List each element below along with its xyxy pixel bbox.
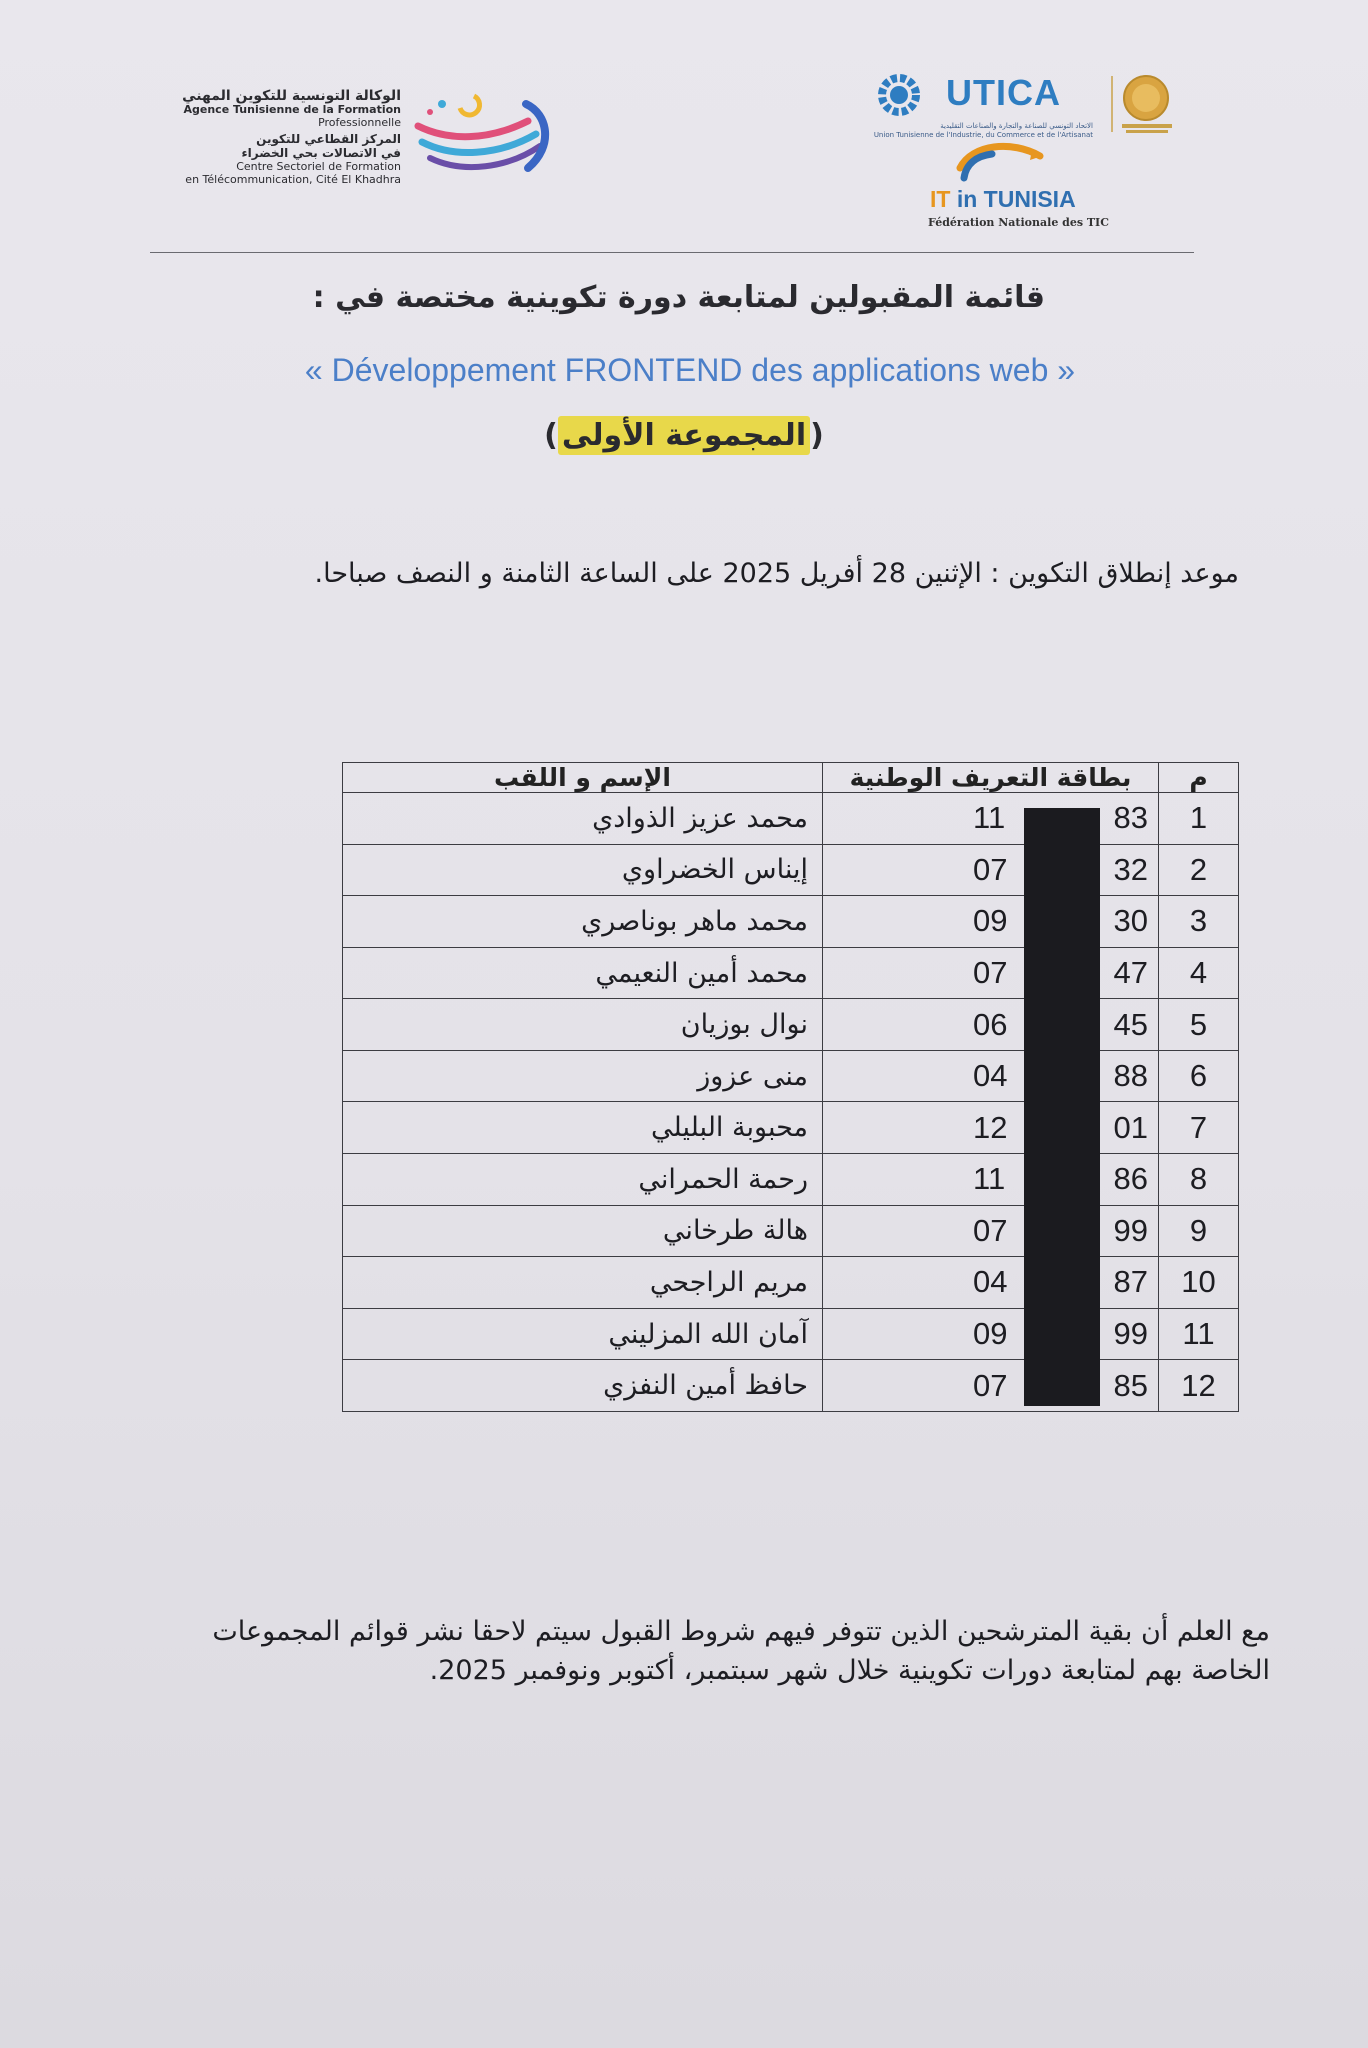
table-row (343, 1102, 1239, 1154)
cin-cell (823, 1360, 1159, 1412)
cin-end-digits: 07 (973, 955, 1008, 991)
trainee-name: نوال بوزيان (343, 999, 823, 1051)
cin-cell (823, 793, 1159, 845)
row-number: 6 (1159, 1050, 1239, 1102)
cin-end-digits: 04 (973, 1058, 1008, 1094)
cin-start-digits: 32 (1113, 851, 1148, 887)
table-row (343, 844, 1239, 896)
cin-cell (823, 1050, 1159, 1102)
it-prefix: IT (930, 186, 951, 212)
table-row (343, 1154, 1239, 1206)
table-row (343, 947, 1239, 999)
cin-cell (823, 896, 1159, 948)
cin-cell (823, 1102, 1159, 1154)
header-name: الإسم و اللقب (343, 763, 823, 793)
training-start-date: موعد إنطلاق التكوين : الإثنين 28 أفريل 2025 على الساعة الثامنة و النصف صباحا. (314, 558, 1239, 589)
row-number: 2 (1159, 844, 1239, 896)
cin-end-digits: 07 (973, 1367, 1008, 1403)
it-in-tunisia-logo (930, 186, 1076, 213)
atfp-name-fr-2: Professionnelle (318, 115, 401, 129)
cin-end-digits: 06 (973, 1006, 1008, 1042)
course-title: « Développement FRONTEND des applications web » (304, 352, 1076, 388)
group-heading (0, 418, 1368, 453)
table-row (343, 1205, 1239, 1257)
cin-cell (823, 947, 1159, 999)
trainee-name: إيناس الخضراوي (343, 844, 823, 896)
cin-end-digits: 11 (973, 800, 1006, 836)
cin-cell (823, 1308, 1159, 1360)
table-row (343, 1360, 1239, 1412)
utica-gear-icon (874, 70, 924, 120)
trainee-name: حافظ أمين النفزي (343, 1360, 823, 1412)
atfp-name-fr-1: Agence Tunisienne de la Formation (183, 103, 401, 117)
group-label (544, 418, 824, 453)
footer-line-2: الخاصة بهم لمتابعة دورات تكوينية خلال شهر سبتمبر، أكتوبر ونوفمبر 2025. (429, 1655, 1270, 1687)
cin-cell (823, 1205, 1159, 1257)
cin-cell (823, 1154, 1159, 1206)
table-row (343, 896, 1239, 948)
cin-end-digits: 09 (973, 1316, 1008, 1352)
cin-end-digits: 07 (973, 851, 1008, 887)
trainee-name: مريم الراجحي (343, 1257, 823, 1309)
cin-start-digits: 87 (1113, 1264, 1148, 1300)
table-row (343, 793, 1239, 845)
federation-label: Fédération Nationale des TIC (928, 216, 1109, 229)
row-number: 11 (1159, 1308, 1239, 1360)
row-number: 10 (1159, 1257, 1239, 1309)
trainee-name: محبوبة البليلي (343, 1102, 823, 1154)
row-number: 5 (1159, 999, 1239, 1051)
cin-start-digits: 85 (1113, 1367, 1148, 1403)
row-number: 12 (1159, 1360, 1239, 1412)
table-header-row (343, 763, 1239, 793)
row-number: 8 (1159, 1154, 1239, 1206)
accepted-list-table (342, 762, 1239, 1412)
cin-cell (823, 1257, 1159, 1309)
row-number: 1 (1159, 793, 1239, 845)
center-name-fr-2: en Télécommunication, Cité El Khadhra (185, 172, 401, 186)
cin-redaction-bar (1024, 808, 1100, 1406)
cin-start-digits: 86 (1113, 1161, 1148, 1197)
trainee-name: منى عزوز (343, 1050, 823, 1102)
cin-start-digits: 45 (1113, 1006, 1148, 1042)
trainee-name: آمان الله المزليني (343, 1308, 823, 1360)
nobel-medal-icon (1108, 72, 1180, 136)
page-title: قائمة المقبولين لمتابعة دورة تكوينية مختصة في : (312, 280, 1045, 315)
cin-end-digits: 07 (973, 1212, 1008, 1248)
trainee-name: محمد أمين النعيمي (343, 947, 823, 999)
table-row (343, 1308, 1239, 1360)
it-tunisia-swoosh-icon (952, 138, 1048, 182)
cin-start-digits: 88 (1113, 1058, 1148, 1094)
footer-line-1: مع العلم أن بقية المترشحين الذين تتوفر فيهم شروط القبول سيتم لاحقا نشر قوائم المجموعات (212, 1616, 1270, 1647)
table-row (343, 1050, 1239, 1102)
center-name-fr-1: Centre Sectoriel de Formation (236, 159, 401, 173)
table-row (343, 999, 1239, 1051)
header-cin: بطاقة التعريف الوطنية (823, 763, 1159, 793)
row-number: 4 (1159, 947, 1239, 999)
center-name-ar-1: المركز القطاعي للتكوين (256, 132, 401, 147)
cin-start-digits: 30 (1113, 903, 1148, 939)
cin-end-digits: 04 (973, 1264, 1008, 1300)
it-suffix: in TUNISIA (956, 186, 1076, 212)
utica-subtitle-ar: الاتحاد التونسي للصناعة والتجارة والصناعات التقليدية (940, 122, 1093, 130)
cin-end-digits: 09 (973, 903, 1008, 939)
center-name-ar-2: في الاتصالات بحي الخضراء (241, 146, 401, 161)
row-number: 9 (1159, 1205, 1239, 1257)
utica-logo-text: UTICA (946, 72, 1061, 113)
atfp-logo-text (141, 88, 401, 186)
table-body (343, 793, 1239, 1412)
trainee-name: محمد ماهر بوناصري (343, 896, 823, 948)
table-row (343, 1257, 1239, 1309)
cin-start-digits: 99 (1113, 1212, 1148, 1248)
cin-start-digits: 99 (1113, 1316, 1148, 1352)
trainee-name: محمد عزيز الذوادي (343, 793, 823, 845)
footer-note (100, 1612, 1270, 1690)
cin-cell (823, 999, 1159, 1051)
utica-subtitle-fr: Union Tunisienne de l'Industrie, du Commerce et de l'Artisanat (873, 131, 1093, 140)
cin-start-digits: 83 (1113, 800, 1148, 836)
header-divider (150, 252, 1194, 253)
cin-start-digits: 47 (1113, 955, 1148, 991)
atfp-name-ar: الوكالة التونسية للتكوين المهني (182, 88, 401, 104)
trainee-name: هالة طرخاني (343, 1205, 823, 1257)
cin-start-digits: 01 (1113, 1109, 1148, 1145)
trainee-name: رحمة الحمراني (343, 1154, 823, 1206)
header-num: م (1159, 763, 1239, 793)
group-paren-close: ) (544, 418, 558, 453)
group-paren-open: ( (810, 418, 824, 453)
cin-end-digits: 11 (973, 1161, 1006, 1197)
group-label-highlight: المجموعة الأولى (558, 416, 810, 455)
row-number: 3 (1159, 896, 1239, 948)
cin-cell (823, 844, 1159, 896)
atfp-emblem-icon (408, 86, 558, 186)
cin-end-digits: 12 (973, 1109, 1008, 1145)
row-number: 7 (1159, 1102, 1239, 1154)
